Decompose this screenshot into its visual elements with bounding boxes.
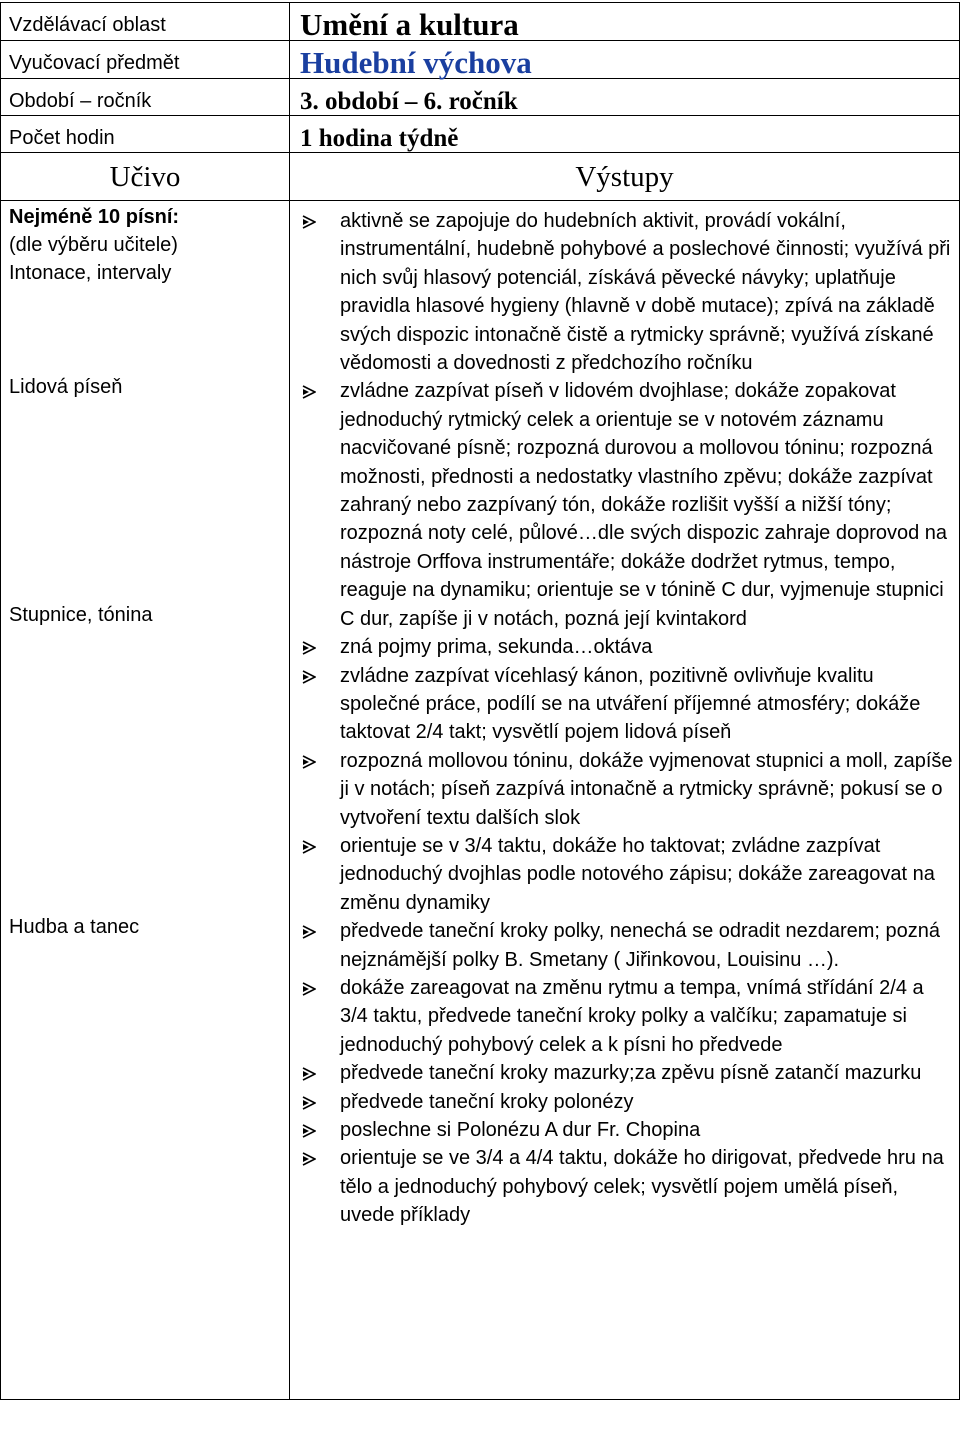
vystupy-column — [290, 201, 960, 1400]
outcome-item — [340, 662, 953, 747]
ucivo-item-songs-note: (dle výběru učitele) — [9, 234, 178, 256]
outcome-text: rozpozná mollovou tóninu, dokáže vyjmenovat stupnici a moll, zapíše ji v notách; píseň zazpívá intonačně a rytmicky správně; pokusí se o vytvoření textu dalších slok — [340, 749, 953, 829]
value-area: Umění a kultura — [290, 3, 960, 41]
outcome-item — [340, 747, 953, 832]
outcome-item — [340, 1059, 953, 1087]
arrow-bullet-icon — [302, 385, 316, 399]
value-hours: 1 hodina týdně — [290, 116, 960, 153]
arrow-bullet-icon — [302, 840, 316, 854]
outcome-item — [340, 207, 953, 377]
arrow-bullet-icon — [302, 925, 316, 939]
outcome-item — [340, 917, 953, 974]
value-subject: Hudební výchova — [290, 41, 960, 79]
outcome-item — [340, 1088, 953, 1116]
outcome-text: dokáže zareagovat na změnu rytmu a tempa, vnímá střídání 2/4 a 3/4 taktu, předvede taneční kroky polky a valčíku; zapamatuje si jednoduchý pohybový celek a k písni ho předvede — [340, 976, 924, 1056]
header-row-subject — [1, 41, 960, 79]
outcome-text: orientuje se ve 3/4 a 4/4 taktu, dokáže ho dirigovat, předvede hru na tělo a jednoduchý pohybový celek; vysvětlí pojem umělá píseň, uvede příklady — [340, 1147, 944, 1227]
arrow-bullet-icon — [302, 215, 316, 229]
ucivo-item-dance: Hudba a tanec — [9, 916, 140, 938]
outcome-item — [340, 1116, 953, 1144]
outcomes-list — [290, 201, 959, 1230]
arrow-bullet-icon — [302, 670, 316, 684]
arrow-bullet-icon — [302, 982, 316, 996]
ucivo-column — [1, 201, 290, 1400]
ucivo-item-scale: Stupnice, tónina — [9, 604, 153, 626]
header-row-period — [1, 79, 960, 116]
outcome-text: předvede taneční kroky polonézy — [340, 1090, 634, 1113]
arrow-bullet-icon — [302, 641, 316, 655]
arrow-bullet-icon — [302, 1096, 316, 1110]
outcome-item — [340, 1144, 953, 1229]
outcome-text: zvládne zazpívat vícehlasý kánon, pozitivně ovlivňuje kvalitu společné práce, podílí se na utváření příjemné atmosféry; dokáže taktovat 2/4 takt; vysvětlí pojem lidová píseň — [340, 664, 921, 744]
outcome-text: předvede taneční kroky mazurky;za zpěvu písně zatančí mazurku — [340, 1062, 922, 1085]
outcome-item — [340, 832, 953, 917]
ucivo-item-folk-song: Lidová píseň — [9, 376, 123, 398]
vystupy-title: Výstupy — [290, 153, 960, 201]
arrow-bullet-icon — [302, 755, 316, 769]
curriculum-table — [0, 2, 960, 1400]
label-hours: Počet hodin — [1, 116, 290, 153]
arrow-bullet-icon — [302, 1152, 316, 1166]
header-row-area — [1, 3, 960, 41]
ucivo-item-songs: Nejméně 10 písní: — [9, 206, 180, 228]
outcome-text: aktivně se zapojuje do hudebních aktivit, provádí vokální, instrumentální, hudebně pohybové a poslechové činnosti; využívá při nich svůj hlasový potenciál, získává pěvecké návyky; uplatňuje pravidla hlasové hygieny (hlavně v době mutace); zpívá na základě svých dispozic intonačně čistě a rytmicky správně; využívá získané vědomosti a dovednosti z předchozího ročníku — [340, 210, 951, 375]
outcome-text: zná pojmy prima, sekunda…oktáva — [340, 636, 653, 659]
section-title-row — [1, 153, 960, 201]
arrow-bullet-icon — [302, 1067, 316, 1081]
arrow-bullet-icon — [302, 1124, 316, 1138]
ucivo-item-intonation: Intonace, intervaly — [9, 262, 172, 284]
label-subject: Vyučovací předmět — [1, 41, 290, 79]
outcome-text: předvede taneční kroky polky, nenechá se odradit nezdarem; pozná nejznámější polky B. Smetany ( Jiřinkovou, Louisinu …). — [340, 920, 940, 971]
label-period: Období – ročník — [1, 79, 290, 116]
ucivo-title: Učivo — [1, 153, 290, 201]
outcome-text: orientuje se v 3/4 taktu, dokáže ho taktovat; zvládne zazpívat jednoduchý dvojhlas podle notového zápisu; dokáže zareagovat na změnu dynamiky — [340, 834, 935, 914]
header-row-hours — [1, 116, 960, 153]
outcome-text: zvládne zazpívat píseň v lidovém dvojhlase; dokáže zopakovat jednoduchý rytmický celek a orientuje se v notovém záznamu nacvičované písně; rozpozná durovou a mollovou tóninu; rozpozná možnosti, přednosti a nedostatky vlastního zpěvu; dokáže zazpívat zahraný nebo zazpívaný tón, dokáže rozlišit vyšší a nižší tóny; rozpozná noty celé, půlové…dle svých dispozic zahraje doprovod na nástroje Orffova instrumentáře; dokáže dodržet rytmus, tempo, reaguje na dynamiku; orientuje se v tónině C dur, vyjmenuje stupnici C dur, zapíše ji v notách, pozná její kvintakord — [340, 380, 948, 630]
outcome-item — [340, 377, 953, 633]
outcome-item — [340, 633, 953, 661]
outcome-item — [340, 974, 953, 1059]
content-row — [1, 201, 960, 1400]
label-area: Vzdělávací oblast — [1, 3, 290, 41]
value-period: 3. období – 6. ročník — [290, 79, 960, 116]
outcome-text: poslechne si Polonézu A dur Fr. Chopina — [340, 1119, 701, 1141]
